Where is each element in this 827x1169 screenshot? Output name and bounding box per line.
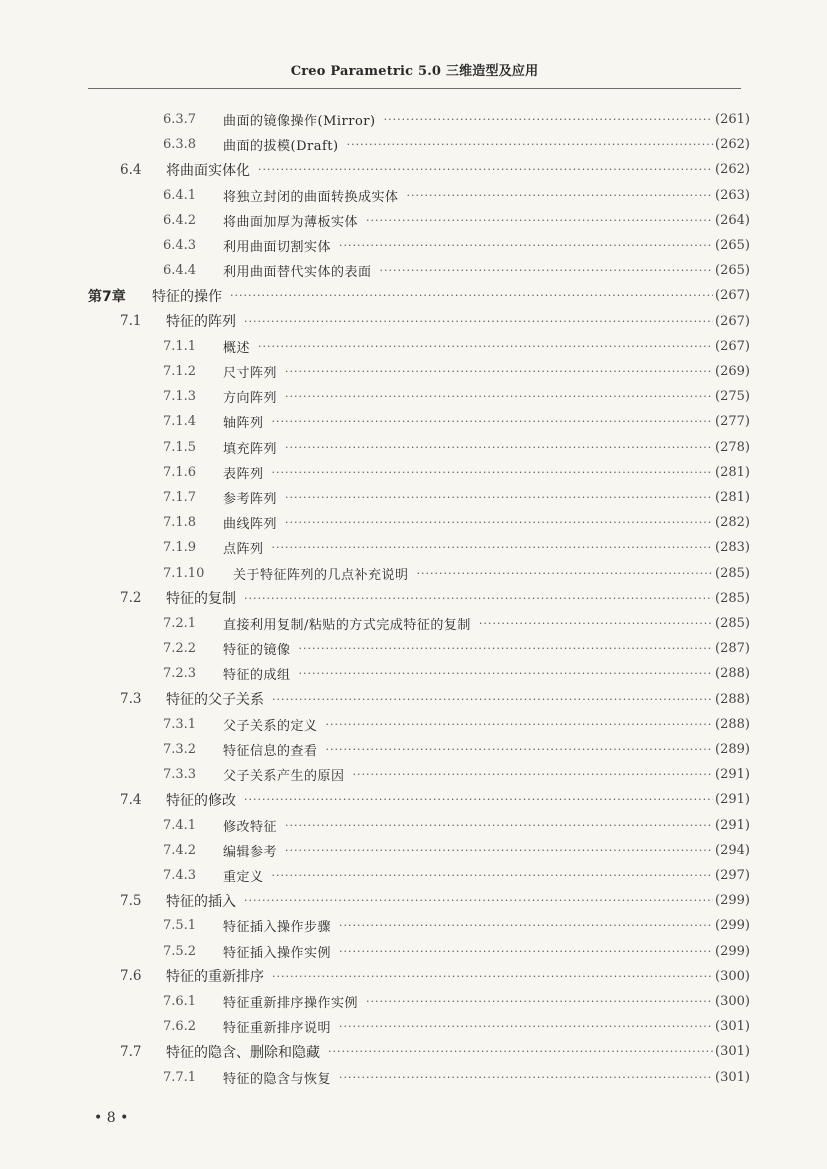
toc-entry-number: 7.2.2 (163, 641, 197, 657)
toc-entry-page: (275) (715, 389, 750, 405)
dot-leader (244, 315, 713, 328)
toc-entry[interactable] (163, 107, 750, 132)
toc-entry-page: (300) (715, 968, 750, 984)
toc-entry-title: 特征信息的查看 (223, 744, 318, 759)
toc-entry-title: 曲线阵列 (223, 517, 278, 533)
toc-entry-page: (294) (715, 842, 750, 858)
toc-entry[interactable] (163, 183, 750, 208)
toc-entry[interactable] (163, 535, 750, 560)
toc-entry-number: 7.2 (120, 590, 142, 607)
toc-entry-title: 特征的复制 (166, 591, 236, 608)
toc-entry-title: 特征的修改 (166, 792, 236, 809)
toc-entry-page: (267) (715, 313, 750, 329)
toc-entry-title: 编辑参考 (223, 844, 278, 860)
dot-leader (272, 869, 714, 882)
toc-entry[interactable] (120, 157, 750, 182)
dot-leader (326, 718, 714, 731)
toc-entry-number: 7.1.7 (163, 490, 197, 505)
toc-entry[interactable] (163, 989, 750, 1014)
toc-entry[interactable] (163, 712, 750, 737)
toc-entry-number: 7.1.6 (163, 464, 197, 480)
toc-entry-title: 特征的重新排序 (166, 969, 264, 986)
toc-entry-page: (265) (715, 238, 750, 253)
toc-entry-number: 6.3.7 (163, 112, 197, 127)
toc-entry-number: 7.4 (120, 791, 142, 808)
toc-entry-title: 方向阵列 (223, 391, 278, 407)
toc-entry[interactable] (163, 485, 750, 510)
toc-entry[interactable] (163, 409, 750, 434)
toc-entry-page: (282) (715, 515, 750, 531)
dot-leader (339, 945, 713, 958)
dot-leader (339, 919, 713, 932)
toc-entry-number: 第7章 (88, 288, 126, 305)
toc-entry-page: (288) (715, 716, 750, 732)
toc-entry-page: (291) (715, 817, 750, 833)
dot-leader (230, 289, 713, 302)
header-title: Creo Parametric 5.0 三维造型及应用 (290, 64, 539, 79)
toc-entry-page: (289) (715, 742, 750, 757)
toc-entry-number: 6.4.3 (163, 238, 197, 253)
toc-entry[interactable] (163, 208, 750, 233)
toc-entry-page: (262) (715, 137, 750, 153)
dot-leader (339, 239, 713, 252)
toc-entry[interactable] (163, 1014, 750, 1039)
toc-entry-number: 7.1.8 (163, 515, 197, 531)
toc-entry-number: 7.5 (120, 892, 142, 909)
toc-entry-page: (301) (715, 1019, 750, 1035)
toc-entry-number: 7.3.2 (163, 742, 197, 757)
dot-leader (244, 894, 713, 907)
toc-entry-number: 7.1.1 (163, 338, 197, 354)
toc-entry-page: (267) (715, 288, 750, 304)
toc-entry[interactable] (163, 611, 750, 636)
toc-entry-page: (263) (715, 187, 750, 203)
toc-entry-number: 7.2.3 (163, 666, 197, 682)
dot-leader (366, 214, 713, 227)
toc-entry-title: 特征的父子关系 (166, 692, 264, 709)
toc-entry[interactable] (163, 939, 750, 964)
toc-entry[interactable] (120, 1039, 750, 1064)
toc-entry-title: 曲面的镜像操作(Mirror) (223, 114, 376, 129)
toc-entry-title: 特征插入操作步骤 (223, 920, 332, 936)
dot-leader (407, 189, 714, 202)
toc-entry-number: 7.4.3 (163, 868, 197, 883)
toc-entry-page: (297) (715, 868, 750, 883)
toc-entry-title: 特征的隐含、删除和隐藏 (166, 1044, 320, 1061)
toc-entry[interactable] (163, 233, 750, 258)
toc-entry-number: 7.3.3 (163, 767, 197, 783)
toc-entry-title: 参考阵列 (223, 492, 278, 507)
toc-entry-title: 特征插入操作实例 (223, 945, 332, 961)
toc-entry[interactable] (120, 964, 750, 989)
toc-entry-number: 7.6 (120, 968, 142, 985)
toc-entry-number: 7.1.5 (163, 439, 197, 455)
toc-entry-page: (291) (715, 767, 750, 783)
toc-entry-title: 直接利用复制/粘贴的方式完成特征的复制 (223, 618, 471, 633)
toc-entry-title: 利用曲面替代实体的表面 (223, 265, 372, 281)
toc-entry-number: 6.4.1 (163, 187, 197, 203)
toc-entry-page: (262) (715, 162, 750, 178)
toc-entry[interactable] (163, 813, 750, 838)
toc-entry-number: 6.4 (120, 161, 142, 178)
toc-entry-page: (285) (715, 565, 750, 581)
dot-leader (380, 264, 714, 277)
dot-leader (285, 844, 713, 857)
toc-entry-page: (300) (715, 994, 750, 1009)
toc-entry[interactable] (163, 561, 750, 586)
toc-entry-page: (291) (715, 792, 750, 808)
dot-leader (328, 1045, 713, 1058)
toc-entry[interactable] (88, 283, 750, 308)
toc-entry-page: (288) (715, 691, 750, 707)
dot-leader (285, 365, 713, 378)
toc-entry-title: 特征的成组 (223, 668, 291, 684)
dot-leader (339, 1020, 713, 1033)
toc-entry-number: 7.1.10 (163, 565, 205, 581)
toc-entry[interactable] (120, 787, 750, 812)
toc-entry-title: 父子关系产生的原因 (223, 769, 345, 785)
toc-entry-title: 将曲面实体化 (166, 162, 250, 179)
toc-entry-number: 7.1.3 (163, 389, 197, 405)
toc-entry-page: (287) (715, 641, 750, 657)
toc-entry-number: 7.3 (120, 691, 142, 708)
dot-leader (339, 1071, 713, 1084)
toc-entry-page: (288) (715, 666, 750, 682)
toc-entry[interactable] (163, 838, 750, 863)
dot-leader (285, 516, 713, 529)
toc-entry-page: (299) (715, 893, 750, 909)
dot-leader (272, 693, 713, 706)
toc-entry-page: (285) (715, 616, 750, 631)
toc-entry-page: (299) (715, 918, 750, 934)
toc-entry[interactable] (163, 132, 750, 157)
toc-entry[interactable] (163, 334, 750, 359)
dot-leader (285, 441, 713, 454)
dot-leader (353, 768, 714, 781)
toc-entry-number: 7.6.1 (163, 994, 197, 1009)
dot-leader (272, 970, 713, 983)
toc-entry-number: 7.1 (120, 313, 142, 330)
toc-entry[interactable] (163, 359, 750, 384)
dot-leader (272, 466, 714, 479)
toc-entry[interactable] (120, 309, 750, 334)
toc-entry[interactable] (163, 762, 750, 787)
toc-entry-page: (278) (715, 439, 750, 455)
toc-entry-number: 7.7.1 (163, 1069, 197, 1085)
dot-leader (285, 819, 713, 832)
toc-entry-title: 尺寸阵列 (223, 366, 278, 381)
toc-entry-title: 表阵列 (223, 466, 264, 482)
toc-entry-number: 7.7 (120, 1043, 142, 1060)
toc-entry-page: (281) (715, 464, 750, 480)
toc-entry-title: 将独立封闭的曲面转换成实体 (223, 189, 399, 205)
toc-entry[interactable] (163, 384, 750, 409)
toc-entry-title: 特征重新排序操作实例 (223, 996, 359, 1011)
toc-entry-number: 6.4.4 (163, 263, 197, 279)
toc-entry[interactable] (163, 661, 750, 686)
dot-leader (285, 491, 713, 504)
toc-entry[interactable] (163, 737, 750, 762)
toc-entry-page: (265) (715, 263, 750, 279)
dot-leader (285, 390, 713, 403)
toc-entry-title: 利用曲面切割实体 (223, 240, 332, 255)
dot-leader (366, 995, 713, 1008)
dot-leader (299, 667, 714, 680)
toc-entry-title: 特征重新排序说明 (223, 1021, 332, 1037)
toc-entry-title: 填充阵列 (223, 441, 278, 457)
toc-entry[interactable] (163, 913, 750, 938)
toc-entry-title: 特征的阵列 (166, 314, 236, 331)
toc-entry[interactable] (120, 586, 750, 611)
toc-entry-page: (261) (715, 112, 750, 127)
dot-leader (417, 567, 714, 580)
toc-entry-page: (285) (715, 590, 750, 606)
toc-entry-number: 7.5.1 (163, 918, 197, 934)
dot-leader (258, 340, 713, 353)
toc-entry-title: 特征的操作 (152, 288, 222, 305)
toc-entry-page: (264) (715, 212, 750, 228)
toc-entry-number: 7.3.1 (163, 716, 197, 732)
toc-entry-page: (299) (715, 943, 750, 959)
toc-entry-page: (281) (715, 490, 750, 505)
toc-entry-number: 7.2.1 (163, 616, 197, 631)
dot-leader (258, 163, 713, 176)
toc-entry-number: 7.1.9 (163, 540, 197, 556)
toc-entry-title: 特征的镜像 (223, 643, 291, 659)
toc-entry-page: (277) (715, 414, 750, 430)
toc-entry-title: 重定义 (223, 870, 264, 885)
toc-entry-page: (267) (715, 338, 750, 354)
toc-entry-number: 7.4.1 (163, 817, 197, 833)
toc-entry-title: 父子关系的定义 (223, 718, 318, 734)
dot-leader (244, 592, 713, 605)
dot-leader (244, 793, 713, 806)
running-header (88, 60, 741, 89)
dot-leader (347, 138, 713, 151)
toc-entry[interactable] (163, 258, 750, 283)
toc-entry[interactable] (163, 863, 750, 888)
toc-entry-title: 概述 (223, 340, 251, 356)
dot-leader (299, 642, 714, 655)
toc-entry-title: 将曲面加厚为薄板实体 (223, 214, 359, 230)
toc-entry-page: (283) (715, 540, 750, 556)
toc-entry[interactable] (163, 435, 750, 460)
toc-entry-number: 7.1.2 (163, 364, 197, 379)
dot-leader (272, 541, 714, 554)
toc-entry-number: 7.1.4 (163, 414, 197, 430)
toc-entry-page: (269) (715, 364, 750, 379)
toc-entry-title: 特征的隐含与恢复 (223, 1071, 332, 1087)
dot-leader (479, 617, 713, 630)
toc-entry-number: 7.4.2 (163, 842, 197, 858)
toc-entry[interactable] (163, 1065, 750, 1090)
toc-entry-title: 点阵列 (223, 542, 264, 558)
toc-entry[interactable] (163, 460, 750, 485)
toc-entry[interactable] (120, 687, 750, 712)
toc-entry-page: (301) (715, 1044, 750, 1060)
dot-leader (272, 415, 714, 428)
toc-entry-page: (301) (715, 1069, 750, 1085)
toc-entry-title: 关于特征阵列的几点补充说明 (233, 567, 409, 583)
toc-entry[interactable] (163, 510, 750, 535)
page-folio: • 8 • (94, 1110, 129, 1126)
toc-entry-title: 轴阵列 (223, 416, 264, 432)
toc-entry-number: 7.5.2 (163, 943, 197, 959)
dot-leader (326, 743, 714, 756)
toc-entry-title: 特征的插入 (166, 893, 236, 910)
toc-entry[interactable] (120, 888, 750, 913)
toc-entry-title: 修改特征 (223, 819, 278, 835)
toc-entry-number: 6.4.2 (163, 212, 197, 228)
toc-entry-number: 7.6.2 (163, 1019, 197, 1035)
toc-entry-number: 6.3.8 (163, 137, 197, 153)
dot-leader (384, 113, 713, 126)
toc-entry[interactable] (163, 636, 750, 661)
toc-entry-title: 曲面的拔模(Draft) (223, 139, 339, 155)
